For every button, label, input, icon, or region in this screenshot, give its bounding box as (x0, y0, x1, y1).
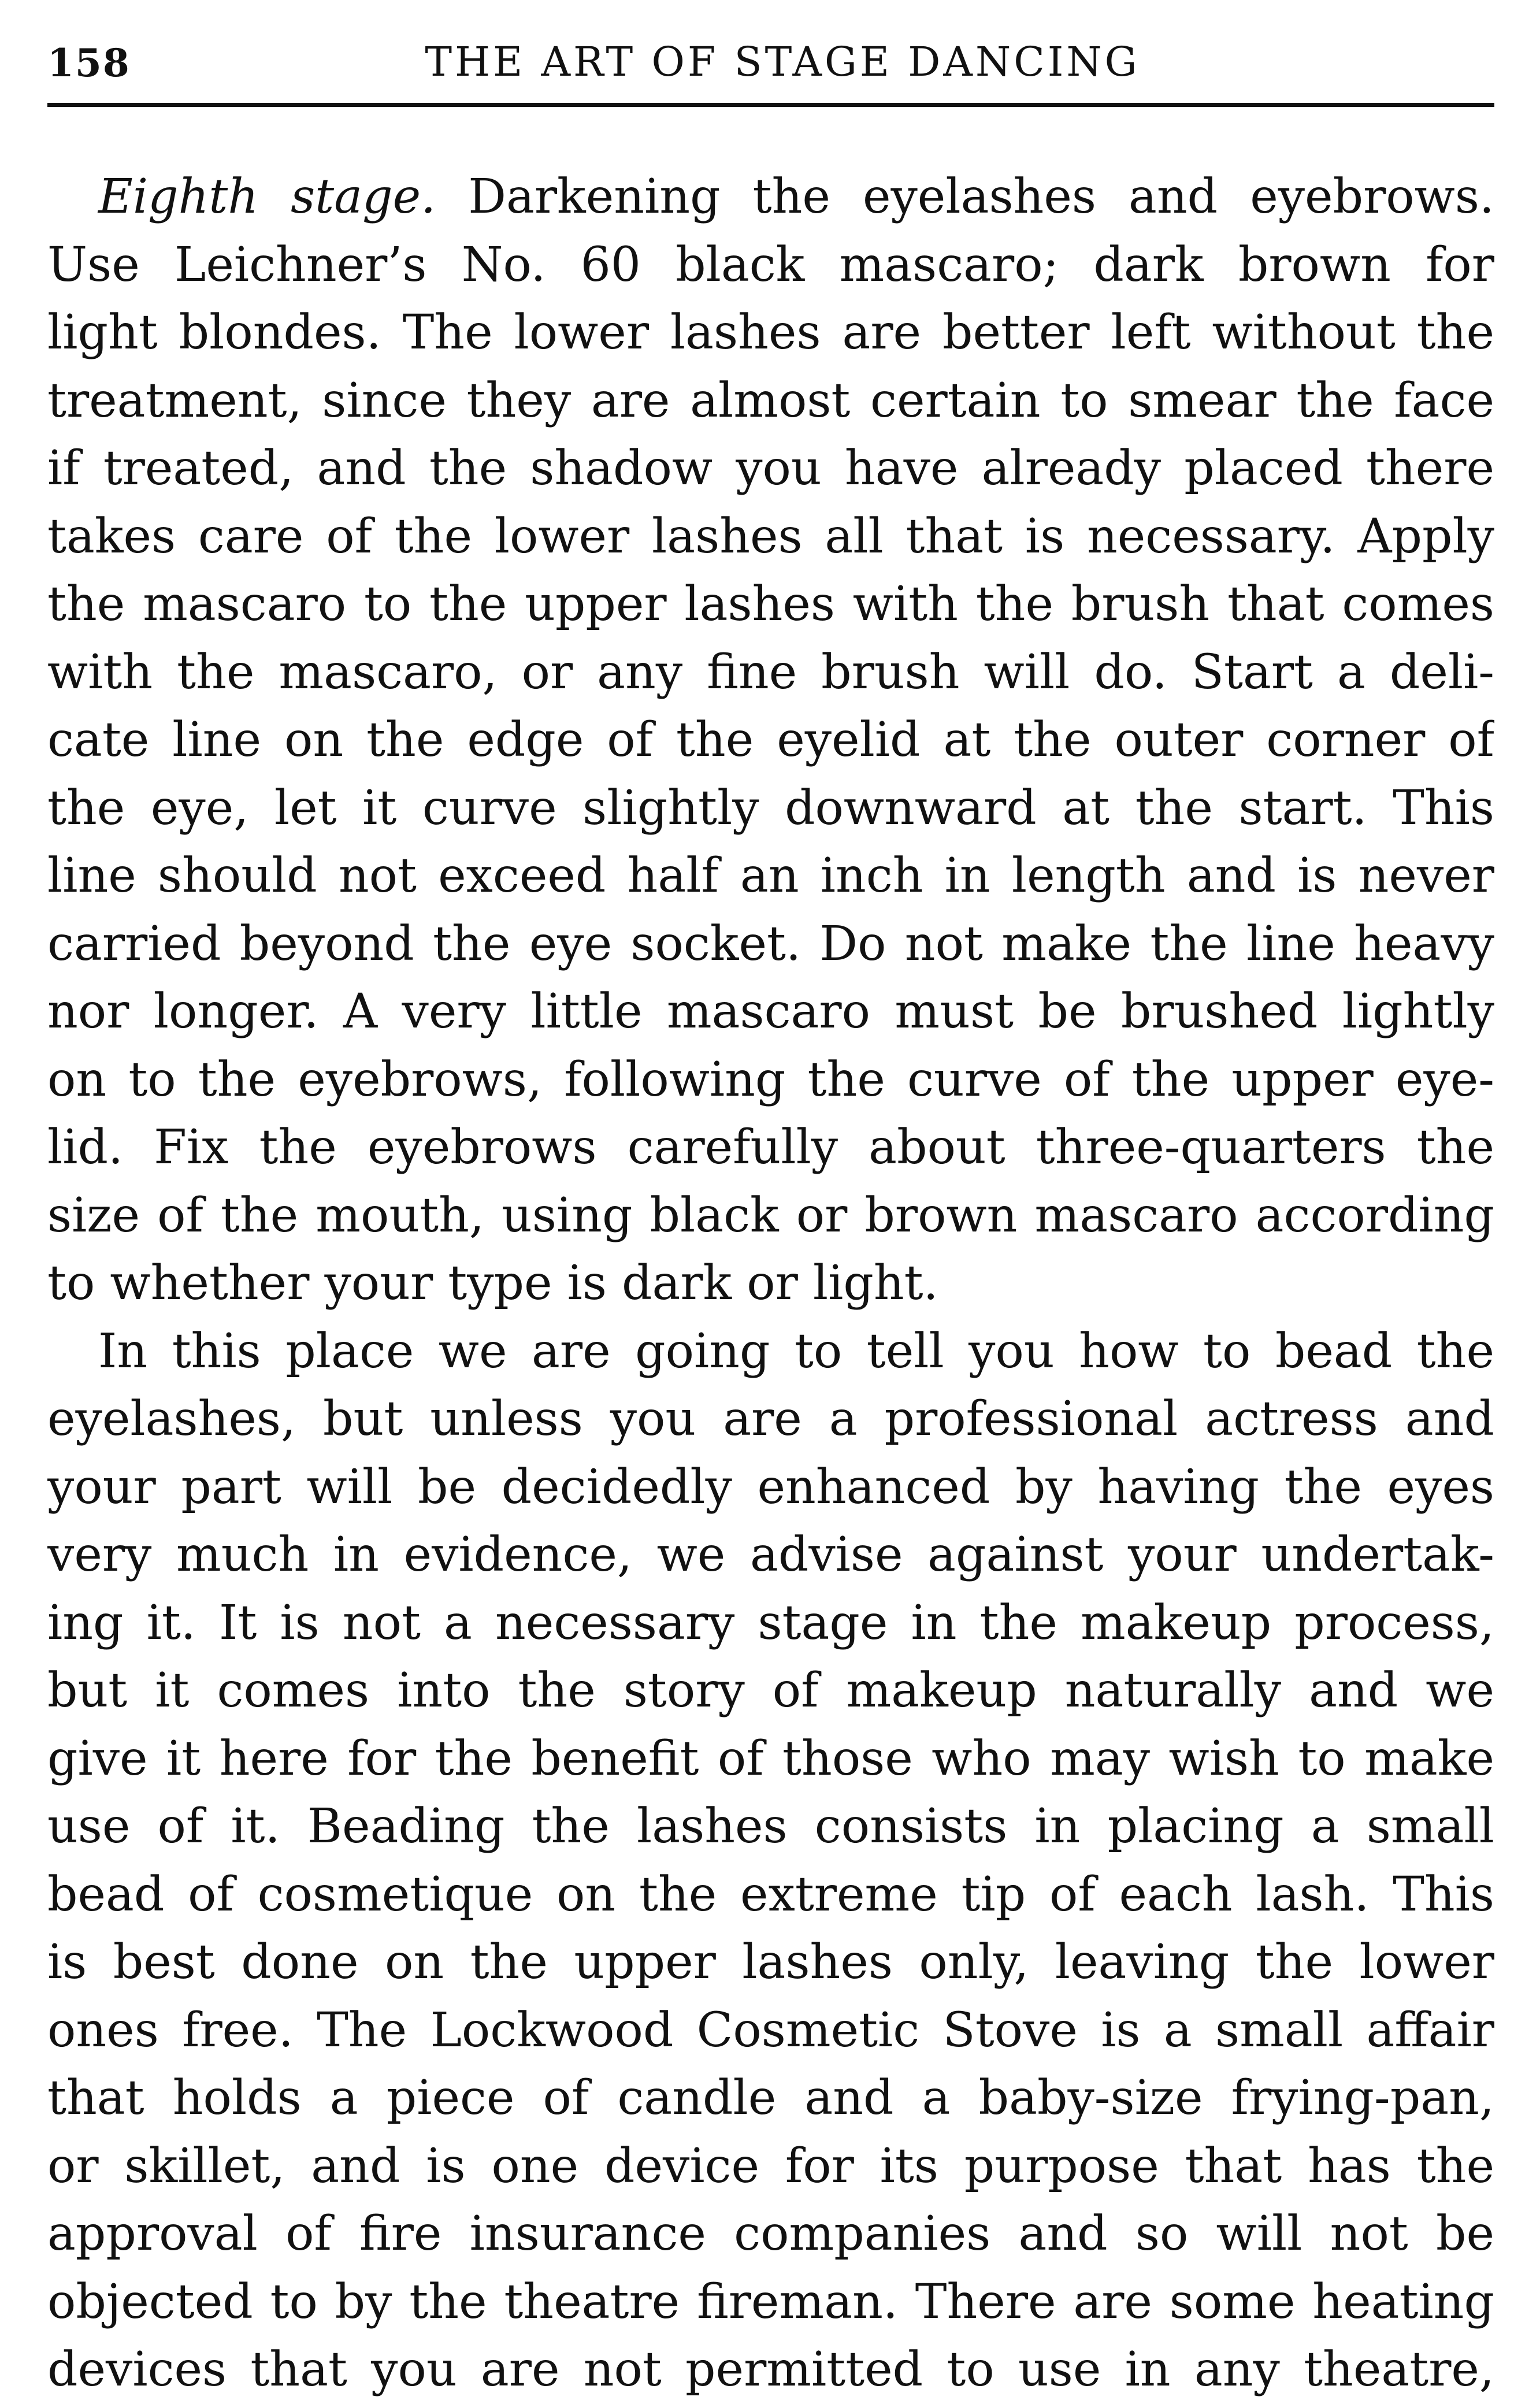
text-line: devices that you are not permitted to use in any theatre, (47, 2342, 1494, 2397)
text-line: takes care of the lower lashes all that is necessary. Apply (47, 509, 1494, 564)
text-line: if treated, and the shadow you have already placed there (47, 441, 1494, 496)
text-line: to whether your type is dark or light. (47, 1256, 938, 1311)
stage-label: Eighth stage. (98, 169, 436, 224)
text-line: but it comes into the story of makeup naturally and we (47, 1663, 1494, 1718)
text-line: lid. Fix the eyebrows carefully about three-quarters the (47, 1120, 1494, 1175)
text-line: bead of cosmetique on the extreme tip of each lash. This (47, 1867, 1494, 1922)
text-line: light blondes. The lower lashes are better left without the (47, 305, 1494, 360)
text-line: very much in evidence, we advise against your undertak- (47, 1527, 1494, 1582)
text-line: with the mascaro, or any fine brush will do. Start a deli- (47, 644, 1494, 700)
running-head (47, 36, 1494, 91)
text-line: treatment, since they are almost certain to smear the face (47, 373, 1494, 428)
text-line: approval of fire insurance companies and so will not be (47, 2206, 1494, 2261)
text-line: your part will be decidedly enhanced by having the eyes (47, 1459, 1494, 1515)
text-line: eyelashes, but unless you are a professional actress and (47, 1392, 1494, 1446)
text-line: objected to by the theatre fireman. There are some heating (47, 2274, 1494, 2329)
text-line: give it here for the benefit of those who may wish to make (47, 1731, 1494, 1786)
text-line: Use Leichner’s No. 60 black mascaro; dark brown for (47, 237, 1494, 292)
book-title: THE ART OF STAGE DANCING (425, 38, 1140, 86)
header-rule (47, 103, 1494, 107)
text-line: on to the eyebrows, following the curve of the upper eye- (47, 1052, 1494, 1107)
body-text (47, 163, 1494, 2404)
text-line: nor longer. A very little mascaro must be brushed lightly (47, 984, 1494, 1039)
text-line: line should not exceed half an inch in length and is never (47, 848, 1494, 903)
text-line: use of it. Beading the lashes consists in placing a small (47, 1799, 1494, 1854)
text-line: or skillet, and is one device for its purpose that has the (47, 2138, 1494, 2194)
line-text: Darkening the eyelashes and eyebrows. (436, 169, 1494, 224)
text-line (47, 163, 1494, 231)
text-line: In this place we are going to tell you how to bead the (98, 1323, 1494, 1379)
text-line: is best done on the upper lashes only, leaving the lower (47, 1935, 1494, 1990)
text-line: ing it. It is not a necessary stage in the makeup process, (47, 1595, 1494, 1650)
text-line: the eye, let it curve slightly downward at the start. This (47, 780, 1494, 836)
page-number: 158 (47, 40, 131, 86)
text-line: that holds a piece of candle and a baby-size frying-pan, (47, 2071, 1494, 2125)
text-line: size of the mouth, using black or brown mascaro according (47, 1188, 1494, 1243)
text-line: the mascaro to the upper lashes with the brush that comes (47, 577, 1494, 632)
text-line: carried beyond the eye socket. Do not make the line heavy (47, 916, 1494, 971)
text-line: ones free. The Lockwood Cosmetic Stove is a small affair (47, 2002, 1494, 2058)
text-line: cate line on the edge of the eyelid at the outer corner of (47, 713, 1494, 767)
